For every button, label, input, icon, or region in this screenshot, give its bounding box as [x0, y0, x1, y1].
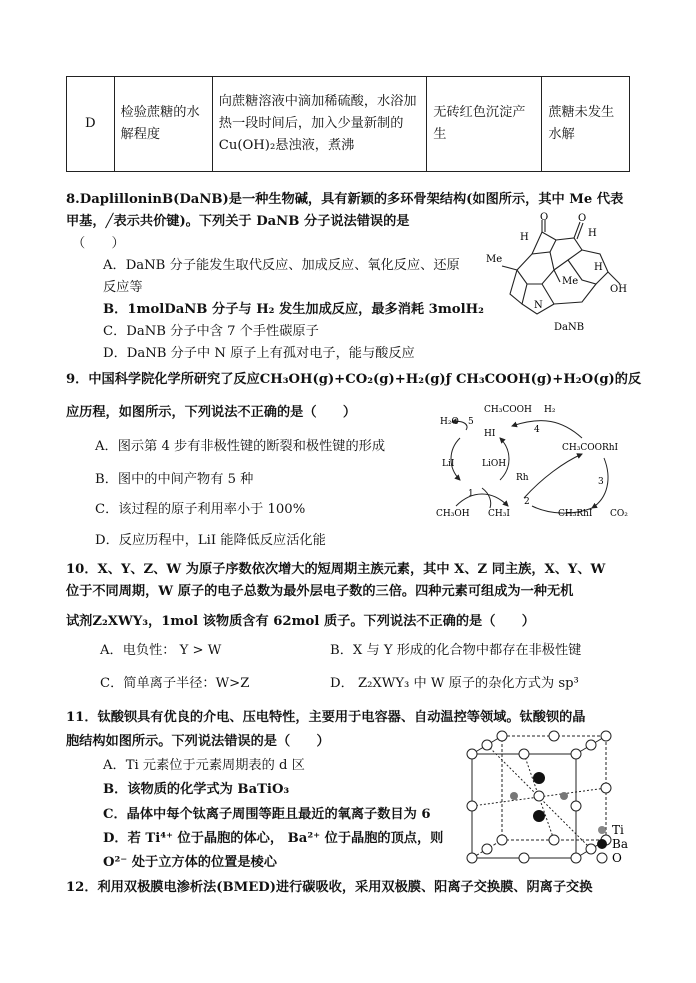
- hydrogen-label: H: [520, 232, 529, 243]
- ba-atom-marker-2: [533, 810, 545, 822]
- nitrogen-label: N: [534, 300, 543, 311]
- q9-option-c: C．该过程的原子利用率小于 100%: [95, 502, 306, 517]
- step2-label: 2: [524, 497, 530, 507]
- ti-atom-marker: [510, 792, 518, 800]
- h2-label: H₂: [544, 405, 556, 415]
- q9-stem: 9．中国科学院化学所研究了反应CH₃OH(g)+CO₂(g)+H₂(g)ƒ CH₃COOH(g)+H₂O(g)的反: [66, 372, 642, 387]
- q8-stem-2: 甲基，╱表示共价键)。下列关于 DaNB 分子说法错误的是: [66, 214, 410, 229]
- ch3cooh-label: CH₃COOH: [484, 405, 532, 415]
- q8-option-d: D．DaNB 分子中 N 原子上有孤对电子，能与酸反应: [103, 346, 415, 361]
- methyl-label: Me: [486, 254, 503, 265]
- ti-legend-label: Ti: [612, 823, 624, 837]
- procedure-text: 向蔗糖溶液中滴加稀硫酸，水浴加热一段时间后，加入少量新制的: [218, 94, 417, 131]
- hydroxyl-label: OH: [610, 284, 627, 295]
- q11-option-c: C．晶体中每个钛离子周围等距且最近的氧离子数目为 6: [103, 807, 431, 822]
- procedure-text-2: Cu(OH)₂悬浊液，煮沸: [218, 138, 355, 153]
- oxygen-label-2: O: [578, 213, 587, 224]
- q8-option-b: B．1molDaNB 分子与 H₂ 发生加成反应，最多消耗 3molH₂: [103, 302, 484, 317]
- answer-table: [66, 76, 630, 172]
- step5-label: 5: [468, 417, 474, 427]
- q11-option-d: D．若 Ti⁴⁺ 位于晶胞的体心， Ba²⁺ 位于晶胞的顶点，则: [103, 831, 444, 846]
- q9-option-a: A．图示第 4 步有非极性键的断裂和极性键的形成: [95, 439, 386, 454]
- q9-stem-2: 应历程，如图所示，下列说法不正确的是（ ）: [66, 405, 357, 420]
- q8-answer-paren: （ ）: [72, 236, 125, 251]
- rh-label: Rh: [516, 473, 529, 483]
- q11-option-a: A．Ti 元素位于元素周期表的 d 区: [103, 758, 305, 773]
- option-cell: D: [67, 77, 115, 172]
- oxygen-label: O: [540, 212, 549, 223]
- hydrogen-label-2: H: [588, 228, 597, 239]
- h2o-label: H₂O: [440, 417, 459, 427]
- q11-stem-2: 胞结构如图所示。下列说法错误的是（ ）: [66, 734, 330, 749]
- ti-legend-dot: [598, 826, 606, 834]
- conclusion-cell: 蔗糖未发生水解: [542, 77, 630, 172]
- danb-structure-figure: [482, 212, 632, 336]
- ch3i-label: CH₃I: [488, 509, 510, 519]
- table-row: [67, 77, 630, 172]
- q11-stem: 11．钛酸钡具有优良的介电、压电特性，主要用于电容器、自动温控等领域。钛酸钡的晶: [66, 710, 586, 725]
- lii-label: LiI: [442, 459, 455, 469]
- q9-option-b: B．图中的中间产物有 5 种: [95, 472, 254, 487]
- o-legend-dot: [597, 853, 607, 863]
- q8-option-a: A．DaNB 分子能发生取代反应、加成反应、氧化反应、还原: [103, 258, 460, 273]
- ba-legend-label: Ba: [612, 837, 628, 851]
- ba-legend-dot: [597, 839, 607, 849]
- purpose-cell: 检验蔗糖的水解程度: [114, 77, 212, 172]
- reaction-mechanism-figure: [432, 398, 638, 522]
- ch3rhi-label: CH₃RhI: [558, 509, 593, 519]
- q8-stem: 8.DaplilloninB(DaNB)是一种生物碱，具有新颖的多环骨架结构(如图所示，其中 Me 代表: [66, 192, 624, 207]
- procedure-cell: [212, 77, 426, 172]
- barium-titanate-unit-cell: [462, 730, 638, 864]
- q10-option-c: C．简单离子半径：W>Z: [100, 676, 250, 691]
- q10-stem-2: 位于不同周期，W 原子的电子总数为最外层电子数的三倍。四种元素可组成为一种无机: [66, 584, 574, 599]
- ba-atom-marker: [533, 772, 545, 784]
- step1-label: 1: [468, 489, 474, 499]
- q8-option-a-cont: 反应等: [103, 280, 143, 295]
- step3-label: 3: [598, 477, 604, 487]
- o-legend-label: O: [612, 851, 622, 864]
- q11-option-b: B．该物质的化学式为 BaTiO₃: [103, 782, 290, 797]
- co2-label: CO₂: [610, 509, 628, 519]
- q10-stem: 10．X、Y、Z、W 为原子序数依次增大的短周期主族元素，其中 X、Z 同主族，X、Y、W: [66, 562, 606, 577]
- step4-label: 4: [534, 425, 540, 435]
- q11-option-d-cont: O²⁻ 处于立方体的位置是棱心: [103, 855, 277, 870]
- q10-stem-3: 试剂Z₂XWY₃，1mol 该物质含有 62mol 质子。下列说法不正确的是（ ）: [66, 614, 535, 629]
- ti-atom-marker-2: [560, 792, 568, 800]
- q8-option-c: C．DaNB 分子中含 7 个手性碳原子: [103, 324, 319, 339]
- phenomenon-cell: 无砖红色沉淀产生: [427, 77, 542, 172]
- ch3coorhi-label: CH₃COORhI: [562, 443, 619, 453]
- q10-option-d: D． Z₂XWY₃ 中 W 原子的杂化方式为 sp³: [330, 676, 579, 691]
- lioh-label: LiOH: [482, 459, 507, 469]
- hi-label: HI: [484, 429, 496, 439]
- q10-option-a: A．电负性： Y > W: [100, 643, 222, 658]
- q9-option-d: D．反应历程中，LiI 能降低反应活化能: [95, 533, 326, 548]
- q12-stem: 12．利用双极膜电渗析法(BMED)进行碳吸收，采用双极膜、阳离子交换膜、阴离子交换: [66, 880, 593, 895]
- danb-caption: DaNB: [554, 322, 585, 333]
- ch3oh-label: CH₃OH: [436, 509, 470, 519]
- methyl-label-2: Me: [562, 276, 579, 287]
- q10-option-b: B．X 与 Y 形成的化合物中都存在非极性键: [330, 643, 582, 658]
- hydrogen-label-3: H: [594, 262, 603, 273]
